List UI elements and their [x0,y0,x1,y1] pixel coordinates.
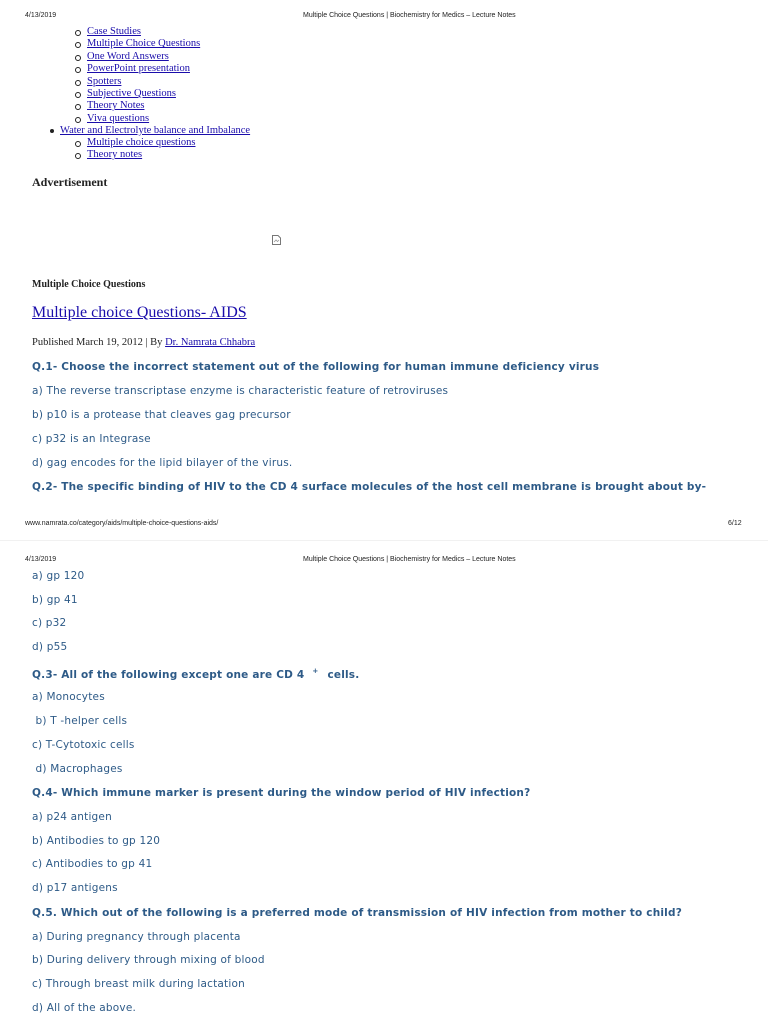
sub-link[interactable]: One Word Answers [87,50,169,62]
post-title-link[interactable]: Multiple choice Questions- AIDS [32,304,247,321]
q3-tail: cells. [327,669,360,681]
circle-bullet-icon [75,141,81,147]
sub-list-item[interactable] [87,88,200,100]
q4-option-a: a) p24 antigen [32,811,112,823]
q5-option-d: d) All of the above. [32,1002,137,1014]
q1-option-d: d) gag encodes for the lipid bilayer of the virus. [32,457,293,469]
q2-option-a: a) gp 120 [32,570,85,582]
print-header-date: 4/13/2019 [25,556,57,563]
sub-link[interactable]: Theory notes [87,149,143,161]
top-link[interactable]: Water and Electrolyte balance and Imbalance [60,125,251,136]
page-separator [0,540,768,541]
q4-option-b: b) Antibodies to gp 120 [32,835,161,847]
q3-option-b: b) T -helper cells [32,715,128,727]
sub-list-item[interactable] [87,76,200,88]
sub-list-item[interactable] [87,63,200,75]
sub-link[interactable]: Multiple choice questions [87,137,196,148]
question-3 [32,667,359,681]
sub-list-item[interactable] [87,137,195,149]
print-header-title: Multiple Choice Questions | Biochemistry for Medics – Lecture Notes [303,556,516,563]
q3-text: Q.3- All of the following except one are CD 4 [32,669,305,681]
sub-link[interactable]: Viva questions [87,112,150,124]
sub-list-item[interactable] [87,100,200,112]
sub-link[interactable]: Case Studies [87,26,141,37]
question-4: Q.4- Which immune marker is present during the window period of HIV infection? [32,787,531,799]
circle-bullet-icon [75,117,81,123]
q3-option-c: c) T-Cytotoxic cells [32,739,135,751]
q2-option-c: c) p32 [32,617,67,629]
broken-image-icon [272,232,281,242]
category-heading: Multiple Choice Questions [32,279,146,290]
q4-option-c: c) Antibodies to gp 41 [32,858,153,870]
top-list-item[interactable] [60,125,250,137]
q2-option-d: d) p55 [32,641,68,653]
top-list [60,125,250,137]
circle-bullet-icon [75,104,81,110]
sub-link[interactable]: PowerPoint presentation [87,63,190,75]
q5-option-b: b) During delivery through mixing of blood [32,954,265,966]
byline [32,337,255,348]
sub-link[interactable]: Spotters [87,75,122,87]
circle-bullet-icon [75,30,81,36]
question-2: Q.2- The specific binding of HIV to the CD 4 surface molecules of the host cell membrane is brought about by- [32,481,707,493]
circle-bullet-icon [75,80,81,86]
print-header-date: 4/13/2019 [25,12,57,19]
sub-list-item[interactable] [87,149,195,161]
sub-link[interactable]: Subjective Questions [87,87,176,99]
print-footer-page: 6/12 [728,520,742,527]
q4-option-d: d) p17 antigens [32,882,118,894]
question-1: Q.1- Choose the incorrect statement out of the following for human immune deficiency virus [32,361,600,373]
circle-bullet-icon [75,42,81,48]
byline-prefix: Published March 19, 2012 | By [32,337,166,348]
q1-option-a: a) The reverse transcriptase enzyme is characteristic feature of retroviruses [32,385,449,397]
print-footer-url: www.namrata.co/category/aids/multiple-choice-questions-aids/ [25,520,219,527]
advertisement-label: Advertisement [32,175,108,189]
question-5: Q.5. Which out of the following is a preferred mode of transmission of HIV infection from mother to child? [32,907,682,919]
q3-option-d: d) Macrophages [32,763,123,775]
sub-link[interactable]: Theory Notes [87,100,145,112]
sub-link[interactable]: Multiple Choice Questions [87,38,201,50]
disc-bullet-icon [50,129,54,133]
circle-bullet-icon [75,153,81,159]
q1-option-b: b) p10 is a protease that cleaves gag precursor [32,409,291,421]
sub-list-item[interactable] [87,51,200,63]
print-header-title: Multiple Choice Questions | Biochemistry for Medics – Lecture Notes [303,12,516,19]
q1-option-c: c) p32 is an Integrase [32,433,151,445]
sub-list-b [87,137,195,162]
sub-list-a [87,26,200,125]
sub-list-item[interactable] [87,26,200,38]
sub-list-item[interactable] [87,38,200,50]
circle-bullet-icon [75,55,81,61]
post-title[interactable] [32,304,247,322]
q5-option-a: a) During pregnancy through placenta [32,931,241,943]
sub-list-item[interactable] [87,113,200,125]
q5-option-c: c) Through breast milk during lactation [32,978,245,990]
author-link[interactable]: Dr. Namrata Chhabra [165,337,256,348]
circle-bullet-icon [75,67,81,73]
q2-option-b: b) gp 41 [32,594,78,606]
circle-bullet-icon [75,92,81,98]
q3-option-a: a) Monocytes [32,691,105,703]
q3-superscript: + [312,667,319,675]
